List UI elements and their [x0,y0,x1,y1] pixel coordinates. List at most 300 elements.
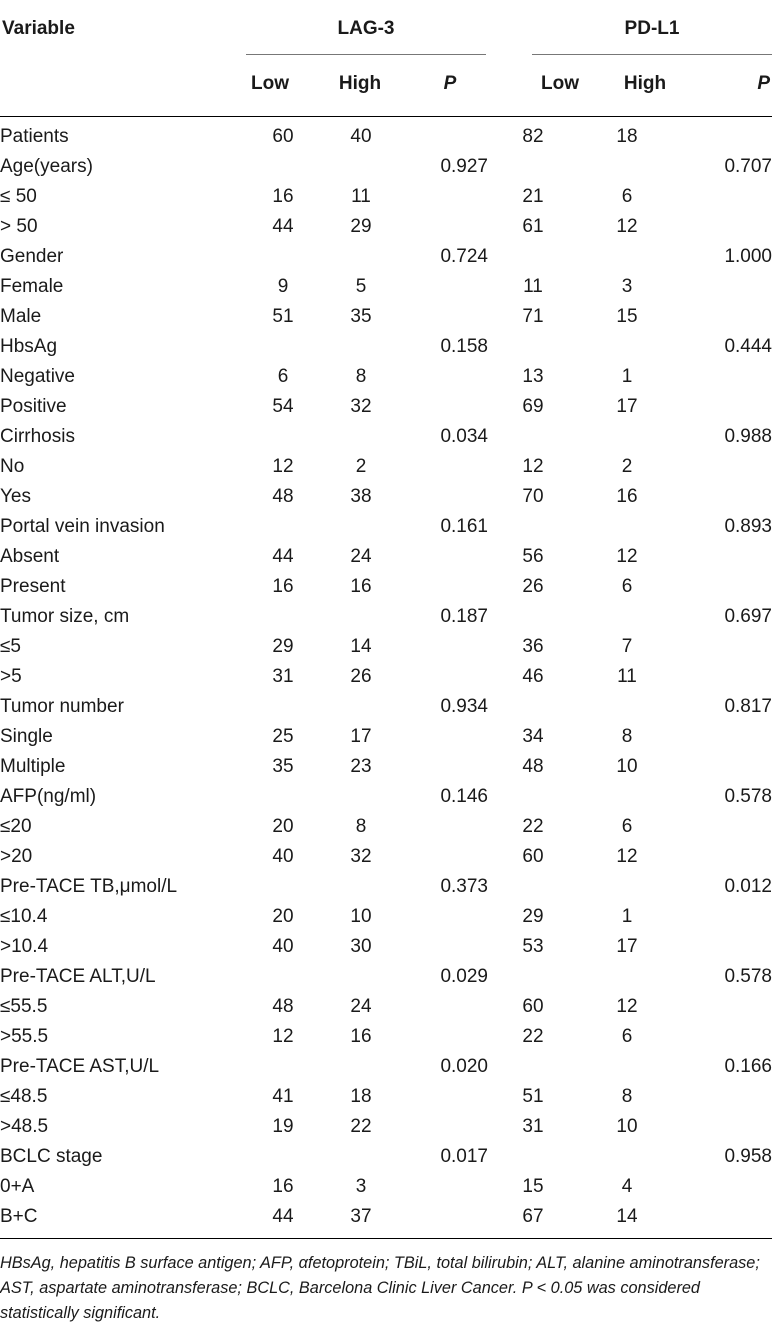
cell-pdl1-low: 53 [522,936,544,957]
cell-lag3-low [246,332,320,362]
row-label: >5 [0,666,22,687]
cell-lag3-high [320,152,402,182]
row-label: Age(years) [0,156,93,177]
cell-lag3-p [402,542,488,572]
cell-pdl1-p [676,842,772,872]
cell-pdl1-p: 0.697 [724,606,772,627]
cell-pdl1-low [488,782,578,812]
cell-lag3-p: 0.724 [440,246,488,267]
cell-pdl1-p [676,482,772,512]
cell-lag3-high [320,692,402,722]
cell-lag3-low: 19 [272,1116,294,1137]
cell-lag3-low [246,422,320,452]
cell-pdl1-high [578,152,676,182]
cell-pdl1-low: 15 [522,1176,544,1197]
cell-lag3-p [402,572,488,602]
cell-lag3-p [402,182,488,212]
cell-lag3-low: 40 [272,936,294,957]
cell-pdl1-low: 31 [522,1116,544,1137]
cell-lag3-low: 54 [272,396,294,417]
cell-pdl1-p: 0.578 [724,786,772,807]
cell-pdl1-high: 8 [621,726,633,747]
row-label: > 50 [0,216,38,237]
cell-lag3-p [402,272,488,302]
table-row [0,1142,772,1172]
cell-lag3-p [402,122,488,152]
cell-lag3-high: 3 [355,1176,367,1197]
table-row [0,152,772,182]
table-row [0,422,772,452]
cell-pdl1-high [578,692,676,722]
cell-lag3-low [246,782,320,812]
row-label: Cirrhosis [0,426,75,447]
cell-pdl1-p [676,122,772,152]
table-row [0,542,772,572]
cell-pdl1-p: 0.958 [724,1146,772,1167]
cell-lag3-high: 16 [350,576,372,597]
cell-pdl1-p [676,302,772,332]
cell-pdl1-low: 61 [522,216,544,237]
subheader-lag3-high: High [338,73,382,94]
cell-lag3-high: 8 [355,816,367,837]
header-rule [0,116,772,117]
cell-lag3-low: 48 [272,486,294,507]
table-row [0,572,772,602]
table-row [0,662,772,692]
row-label: ≤20 [0,816,32,837]
cell-pdl1-p [676,452,772,482]
table-footnote: HBsAg, hepatitis B surface antigen; AFP, αfetoprotein; TBiL, total bilirubin; ALT, alanine aminotransferase; AST, aspartate aminotransferase; BCLC, Barcelona Clinic Liver Cancer. P < 0.05 was considered statistically significant. [0,1254,760,1322]
table-row [0,182,772,212]
cell-pdl1-low: 69 [522,396,544,417]
cell-pdl1-p [676,182,772,212]
cell-lag3-low: 20 [272,816,294,837]
cell-pdl1-p [676,542,772,572]
cell-lag3-p: 0.373 [440,876,488,897]
cell-lag3-p [402,1082,488,1112]
table-row [0,692,772,722]
cell-pdl1-p [676,1202,772,1232]
cell-pdl1-low: 22 [522,816,544,837]
row-label: ≤55.5 [0,996,48,1017]
cell-pdl1-p: 0.578 [724,966,772,987]
cell-lag3-p [402,902,488,932]
cell-pdl1-p: 0.012 [724,876,772,897]
cell-lag3-p: 0.146 [440,786,488,807]
cell-pdl1-low: 34 [522,726,544,747]
cell-lag3-low: 16 [272,576,294,597]
cell-lag3-p [402,302,488,332]
cell-lag3-low: 9 [277,276,289,297]
row-label: Positive [0,396,67,417]
cell-pdl1-high: 7 [621,636,633,657]
cell-lag3-low: 16 [272,1176,294,1197]
cell-lag3-low [246,1052,320,1082]
cell-pdl1-high: 12 [616,846,638,867]
cell-lag3-p [402,362,488,392]
table-row [0,242,772,272]
cell-lag3-low: 41 [272,1086,294,1107]
row-label: Yes [0,486,31,507]
subheader-lag3-p: P [443,73,457,94]
cell-pdl1-p [676,1022,772,1052]
cell-pdl1-low [488,422,578,452]
table-row [0,962,772,992]
table-row [0,842,772,872]
cell-pdl1-high [578,332,676,362]
cell-pdl1-low: 70 [522,486,544,507]
cell-pdl1-low: 60 [522,996,544,1017]
cell-pdl1-p [676,632,772,662]
cell-pdl1-p: 0.988 [724,426,772,447]
data-table [0,122,772,1232]
cell-pdl1-high: 15 [616,306,638,327]
cell-lag3-high: 23 [350,756,372,777]
cell-lag3-high [320,602,402,632]
cell-pdl1-p [676,752,772,782]
cell-lag3-low: 44 [272,546,294,567]
cell-lag3-high [320,1142,402,1172]
cell-pdl1-p: 0.707 [724,156,772,177]
cell-lag3-p [402,1202,488,1232]
cell-lag3-low [246,152,320,182]
cell-lag3-high [320,242,402,272]
subheader-pdl1-high: High [623,73,667,94]
cell-lag3-high: 26 [350,666,372,687]
table-row [0,302,772,332]
table-row [0,812,772,842]
cell-lag3-p: 0.034 [440,426,488,447]
cell-lag3-p [402,662,488,692]
cell-lag3-high: 11 [351,186,371,207]
cell-lag3-p [402,842,488,872]
cell-pdl1-low: 21 [522,186,544,207]
cell-lag3-high: 8 [355,366,367,387]
cell-lag3-p [402,482,488,512]
cell-lag3-low: 25 [272,726,294,747]
table-row [0,872,772,902]
row-label: ≤10.4 [0,906,48,927]
bottom-rule [0,1238,772,1239]
table-row [0,122,772,152]
cell-pdl1-low [488,1052,578,1082]
cell-lag3-p: 0.161 [440,516,488,537]
cell-pdl1-high [578,602,676,632]
cell-pdl1-high: 12 [616,216,638,237]
table-row [0,722,772,752]
cell-lag3-high: 22 [350,1116,372,1137]
group-underline-pdl1 [532,54,772,55]
cell-pdl1-p [676,992,772,1022]
row-label: >20 [0,846,33,867]
cell-lag3-low: 51 [272,306,294,327]
cell-lag3-p: 0.934 [440,696,488,717]
cell-lag3-low: 44 [272,216,294,237]
cell-pdl1-p: 0.893 [724,516,772,537]
cell-lag3-p [402,932,488,962]
cell-pdl1-high: 17 [616,936,638,957]
row-label: Multiple [0,756,66,777]
cell-lag3-high: 16 [350,1026,372,1047]
cell-lag3-high [320,512,402,542]
table-row [0,752,772,782]
cell-pdl1-low: 51 [522,1086,544,1107]
cell-pdl1-low [488,152,578,182]
cell-pdl1-p [676,812,772,842]
cell-pdl1-low: 11 [523,276,543,297]
cell-lag3-p [402,212,488,242]
cell-pdl1-low: 13 [522,366,544,387]
table-row [0,1172,772,1202]
cell-lag3-p [402,1172,488,1202]
cell-pdl1-low: 60 [522,846,544,867]
row-label: Pre-TACE ALT,U/L [0,966,156,987]
cell-lag3-low: 60 [272,126,294,147]
cell-lag3-p: 0.927 [440,156,488,177]
row-label: Male [0,306,42,327]
cell-lag3-high: 24 [350,996,372,1017]
cell-pdl1-high: 6 [621,816,633,837]
row-label: HbsAg [0,336,58,357]
cell-pdl1-high: 6 [621,186,633,207]
cell-pdl1-high: 12 [616,996,638,1017]
cell-pdl1-high: 10 [616,756,638,777]
cell-lag3-low: 12 [272,456,294,477]
row-label: AFP(ng/ml) [0,786,97,807]
row-label: ≤48.5 [0,1086,48,1107]
row-label: >55.5 [0,1026,49,1047]
cell-pdl1-high: 11 [617,666,637,687]
cell-pdl1-high: 6 [621,1026,633,1047]
cell-pdl1-low: 82 [522,126,544,147]
table-row [0,1022,772,1052]
cell-pdl1-high: 18 [616,126,638,147]
table-row [0,602,772,632]
cell-lag3-high: 5 [355,276,367,297]
cell-lag3-p [402,392,488,422]
table-row [0,902,772,932]
cell-pdl1-low: 46 [522,666,544,687]
table-row [0,482,772,512]
subheader-pdl1-p: P [757,73,770,94]
cell-lag3-high: 40 [350,126,372,147]
table-row [0,932,772,962]
cell-lag3-high [320,872,402,902]
cell-lag3-low [246,242,320,272]
cell-pdl1-high [578,512,676,542]
row-label: ≤ 50 [0,186,37,207]
row-label: Female [0,276,64,297]
cell-lag3-high [320,332,402,362]
cell-pdl1-p [676,362,772,392]
cell-lag3-high: 32 [350,846,372,867]
cell-pdl1-low [488,242,578,272]
cell-lag3-p [402,632,488,662]
cell-pdl1-high: 16 [616,486,638,507]
cell-pdl1-p [676,272,772,302]
cell-lag3-low: 31 [272,666,294,687]
cell-pdl1-low: 56 [522,546,544,567]
row-label: Patients [0,126,69,147]
cell-pdl1-high: 14 [616,1206,638,1227]
cell-pdl1-high [578,872,676,902]
row-label: >48.5 [0,1116,49,1137]
cell-lag3-low [246,1142,320,1172]
table-row [0,782,772,812]
cell-pdl1-high: 2 [621,456,633,477]
cell-pdl1-p [676,1082,772,1112]
table-row [0,1112,772,1142]
cell-lag3-high: 29 [350,216,372,237]
cell-pdl1-p [676,1112,772,1142]
cell-pdl1-low [488,962,578,992]
cell-pdl1-high: 17 [616,396,638,417]
cell-pdl1-high: 4 [621,1176,633,1197]
row-label: B+C [0,1206,38,1227]
cell-pdl1-high [578,962,676,992]
table-row [0,272,772,302]
cell-lag3-p [402,722,488,752]
row-label: >10.4 [0,936,49,957]
header-group-pdl1: PD-L1 [624,18,680,39]
cell-pdl1-p: 1.000 [724,246,772,267]
row-label: Pre-TACE TB,μmol/L [0,876,178,897]
cell-lag3-high [320,422,402,452]
row-label: Single [0,726,53,747]
cell-pdl1-high [578,1052,676,1082]
cell-pdl1-p: 0.817 [724,696,772,717]
table-row [0,1202,772,1232]
row-label: Absent [0,546,60,567]
row-label: Portal vein invasion [0,516,165,537]
cell-lag3-p: 0.158 [440,336,488,357]
row-label: Present [0,576,66,597]
table-row [0,212,772,242]
group-underline-lag3 [246,54,486,55]
cell-lag3-low: 35 [272,756,294,777]
cell-pdl1-p [676,932,772,962]
cell-pdl1-p: 0.444 [724,336,772,357]
cell-lag3-low [246,872,320,902]
cell-pdl1-high: 1 [621,366,633,387]
cell-pdl1-high: 3 [621,276,633,297]
row-label: No [0,456,25,477]
table-row [0,632,772,662]
cell-lag3-low [246,602,320,632]
cell-lag3-high: 14 [350,636,372,657]
cell-lag3-high: 18 [350,1086,372,1107]
cell-pdl1-high: 6 [621,576,633,597]
cell-lag3-low: 6 [277,366,289,387]
cell-pdl1-low [488,512,578,542]
cell-pdl1-low [488,332,578,362]
cell-lag3-low [246,692,320,722]
table-row [0,452,772,482]
cell-lag3-low: 12 [272,1026,294,1047]
cell-pdl1-p: 0.166 [724,1056,772,1077]
cell-lag3-low: 44 [272,1206,294,1227]
cell-pdl1-high [578,422,676,452]
cell-pdl1-low: 29 [522,906,544,927]
cell-lag3-p [402,1022,488,1052]
cell-lag3-high: 35 [350,306,372,327]
row-label: Tumor size, cm [0,606,130,627]
cell-pdl1-low: 12 [522,456,544,477]
cell-lag3-p: 0.020 [440,1056,488,1077]
cell-pdl1-low [488,1142,578,1172]
table-row [0,1052,772,1082]
cell-pdl1-p [676,572,772,602]
cell-lag3-low: 16 [272,186,294,207]
row-label: 0+A [0,1176,35,1197]
cell-lag3-p [402,752,488,782]
row-label: Tumor number [0,696,124,717]
cell-pdl1-p [676,902,772,932]
row-label: Pre-TACE AST,U/L [0,1056,160,1077]
subheader-pdl1-low: Low [541,73,579,94]
table-row [0,392,772,422]
cell-pdl1-p [676,722,772,752]
cell-pdl1-p [676,662,772,692]
cell-pdl1-low: 22 [522,1026,544,1047]
cell-pdl1-low: 26 [522,576,544,597]
cell-pdl1-high [578,1142,676,1172]
cell-lag3-high [320,782,402,812]
row-label: Negative [0,366,75,387]
cell-pdl1-low: 36 [522,636,544,657]
table-row [0,992,772,1022]
row-label: ≤5 [0,636,21,657]
cell-lag3-low: 48 [272,996,294,1017]
cell-lag3-high: 38 [350,486,372,507]
cell-pdl1-high [578,782,676,812]
cell-lag3-low [246,962,320,992]
cell-lag3-high: 37 [350,1206,372,1227]
table-row [0,362,772,392]
cell-lag3-high: 10 [350,906,372,927]
cell-pdl1-p [676,212,772,242]
cell-pdl1-high: 10 [616,1116,638,1137]
cell-lag3-low: 29 [272,636,294,657]
cell-pdl1-low: 67 [522,1206,544,1227]
cell-pdl1-low: 48 [522,756,544,777]
cell-lag3-low: 40 [272,846,294,867]
header-group-lag3: LAG-3 [337,18,395,39]
cell-pdl1-low: 71 [522,306,544,327]
cell-lag3-high: 2 [355,456,367,477]
cell-lag3-p [402,452,488,482]
cell-pdl1-high: 12 [616,546,638,567]
header-variable: Variable [2,18,75,39]
cell-pdl1-high: 8 [621,1086,633,1107]
cell-lag3-high: 30 [350,936,372,957]
cell-pdl1-low [488,602,578,632]
cell-pdl1-high [578,242,676,272]
subheader-lag3-low: Low [251,73,289,94]
cell-pdl1-low [488,692,578,722]
cell-lag3-high: 17 [350,726,372,747]
cell-lag3-p [402,1112,488,1142]
cell-lag3-p: 0.029 [440,966,488,987]
cell-lag3-high: 32 [350,396,372,417]
table-row [0,332,772,362]
cell-pdl1-high: 1 [621,906,633,927]
cell-pdl1-p [676,392,772,422]
cell-lag3-low [246,512,320,542]
cell-lag3-p: 0.187 [440,606,488,627]
cell-lag3-high: 24 [350,546,372,567]
cell-lag3-high [320,1052,402,1082]
